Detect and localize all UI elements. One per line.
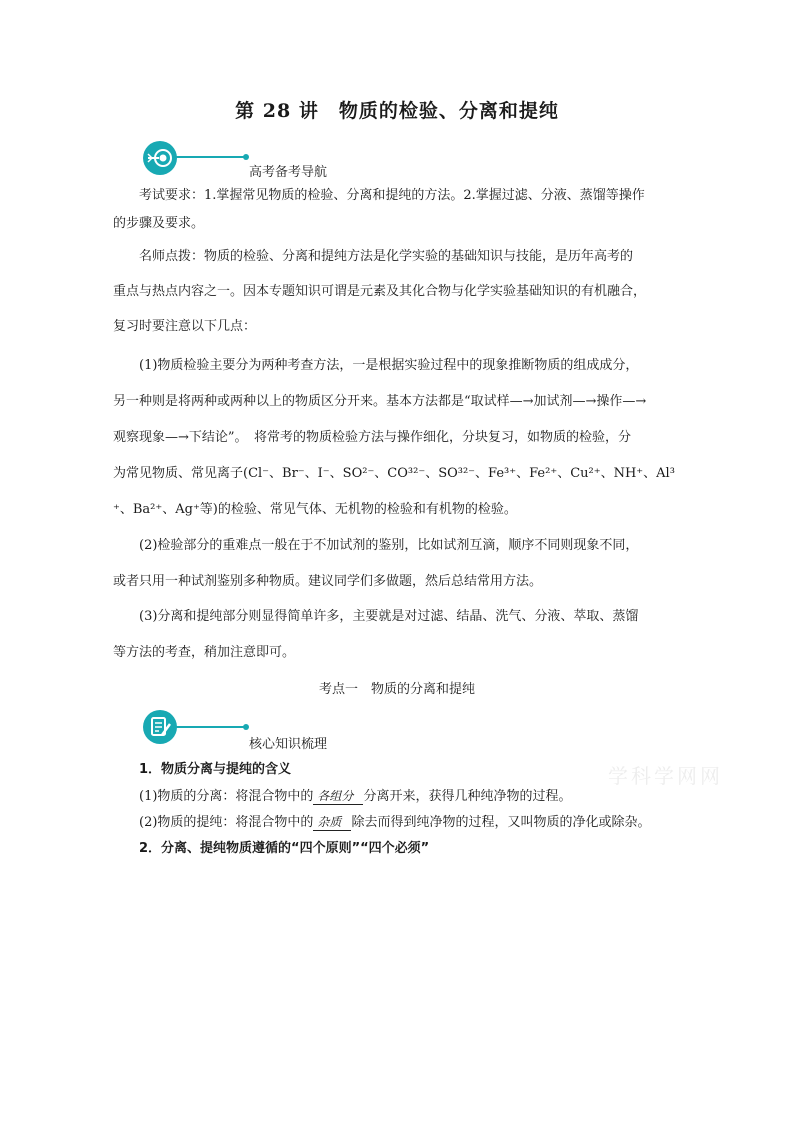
- definition-purification: [139, 810, 650, 836]
- paragraph-separation: [113, 599, 681, 671]
- paragraph-line: (1)物质检验主要分为两种考查方法，一是根据实验过程中的现象推断物质的组成成分，: [139, 358, 639, 373]
- paragraph-line: 的步骤及要求。: [113, 216, 205, 231]
- topic-subheading: 考点一 物质的分离和提纯: [318, 682, 475, 697]
- paragraph-line: ⁺、Ba²⁺、Ag⁺等)的检验、常见气体、无机物的检验和有机物的检验。: [113, 502, 517, 517]
- definition-text: 除去而得到纯净物的过程，又叫物质的净化或除杂。: [351, 815, 651, 830]
- section-heading: 核心知识梳理: [249, 737, 328, 752]
- section-heading: 高考备考导航: [249, 165, 328, 180]
- teacher-tips: [113, 239, 681, 344]
- definition-text: (1)物质的分离：将混合物中的: [139, 789, 314, 804]
- paragraph-line: (2)检验部分的重难点一般在于不加试剂的鉴别，比如试剂互滴，顺序不同则现象不同，: [139, 538, 639, 553]
- paragraph-line: 观察现象—→下结论”。 将常考的物质检验方法与操作细化，分块复习，如物质的检验，分: [113, 430, 632, 445]
- knowledge-item-1: 1．物质分离与提纯的含义: [139, 762, 292, 777]
- paragraph-line: 等方法的考查，稍加注意即可。: [113, 645, 296, 660]
- watermark: 学科学网网: [608, 764, 723, 788]
- paragraph-line: 或者只用一种试剂鉴别多种物质。建议同学们多做题，然后总结常用方法。: [113, 574, 543, 589]
- section-divider: [175, 726, 245, 728]
- paragraph-line: 另一种则是将两种或两种以上的物质区分开来。基本方法都是“取试样—→加试剂—→操作—→: [113, 394, 647, 409]
- paragraph-detection: [113, 348, 681, 528]
- section-divider-dot: [243, 154, 249, 160]
- section-divider: [175, 156, 245, 158]
- paragraph-line: 复习时要注意以下几点：: [113, 319, 257, 334]
- knowledge-item-2: 2．分离、提纯物质遵循的“四个原则”“四个必须”: [139, 841, 430, 856]
- paragraph-line: 考试要求：1.掌握常见物质的检验、分离和提纯的方法。2.掌握过滤、分液、蒸馏等操作: [139, 188, 645, 203]
- lecture-title: 第 28 讲 物质的检验、分离和提纯: [235, 100, 559, 122]
- fill-blank-answer: 各组分: [313, 788, 363, 805]
- exam-requirements: [113, 182, 681, 238]
- definition-text: 分离开来，获得几种纯净物的过程。: [363, 789, 572, 804]
- paragraph-identification: [113, 528, 681, 600]
- definition-text: (2)物质的提纯：将混合物中的: [139, 815, 314, 830]
- paragraph-line: 名师点拨：物质的检验、分离和提纯方法是化学实验的基础知识与技能，是历年高考的: [139, 249, 634, 264]
- definition-separation: [139, 784, 571, 810]
- notebook-pen-icon: [143, 710, 177, 744]
- target-icon: [143, 141, 177, 175]
- section-divider-dot: [243, 724, 249, 730]
- paragraph-line: 为常见物质、常见离子(Cl⁻、Br⁻、I⁻、SO²⁻、CO³²⁻、SO³²⁻、Fe³⁺、Fe²⁺、Cu²⁺、NH⁺、Al³: [113, 466, 675, 481]
- paragraph-line: (3)分离和提纯部分则显得简单许多，主要就是对过滤、结晶、洗气、分液、萃取、蒸馏: [139, 609, 639, 624]
- fill-blank-answer: 杂质: [313, 814, 351, 831]
- paragraph-line: 重点与热点内容之一。因本专题知识可谓是元素及其化合物与化学实验基础知识的有机融合，: [113, 284, 647, 299]
